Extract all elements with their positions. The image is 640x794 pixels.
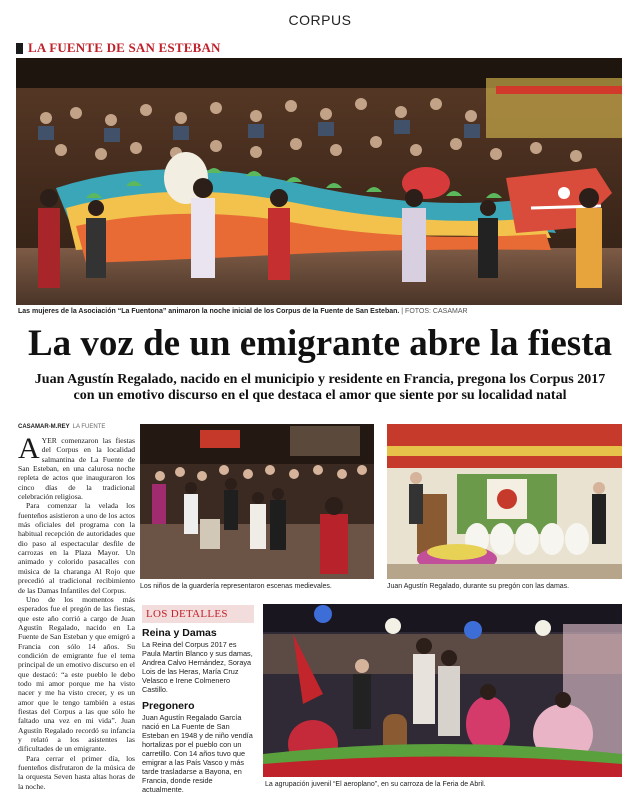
- body-paragraph-1-text: YER comenzaron las fiestas del Corpus en la localidad salmantina de La Fuente de San Esteban, en una calurosa noche repleta de actos que inauguraron los cinco días de la tradicional celebración religiosa.: [18, 436, 135, 502]
- carroza-photo: [263, 604, 622, 777]
- main-photo-caption: [18, 307, 618, 316]
- kicker-square-icon: [16, 43, 23, 54]
- main-photo: [16, 58, 622, 305]
- main-photo-caption-text: Las mujeres de la Asociación “La Fuentona” animaron la noche inicial de los Corpus de la Fuente de San Esteban.: [18, 308, 400, 315]
- byline: [18, 424, 105, 430]
- article-body: [18, 432, 135, 791]
- detalles-item-title: Pregonero: [142, 700, 195, 712]
- byline-author: CASAMAR-M.REY: [18, 424, 70, 430]
- pregon-photo-caption: Juan Agustín Regalado, durante su pregón con las damas.: [387, 583, 570, 590]
- detalles-header: LOS DETALLES: [142, 605, 254, 623]
- subhead: Juan Agustín Regalado, nacido en el municipio y residente en Francia, pregona los Corpus 2017 con un emotivo discurso en el que destaca el amor que siente por su localidad natal: [34, 372, 606, 403]
- main-photo-credit: | FOTOS: CASAMAR: [401, 308, 468, 315]
- section-tag: CORPUS: [288, 12, 352, 28]
- byline-place: LA FUENTE: [72, 424, 106, 430]
- body-paragraph-3: Uno de los momentos más esperados fue el pregón de las fiestas, que este año corrió a cargo de Juan Agustín Regalado, nacido en La Fuente de San Esteban y que emigró a Francia con sólo 14 años. Su condición de emigrante fue el tema principal de un emotivo discurso en el que destacó: “a este pueblo le debo todo mi amor porque me ha visto nacer y me ha visto crecer, y es un amor que le tengo también a estas fiestas del Corpus a las que sólo he faltado una vez en mi vida”. Juan Agustín Regalado recordó su infancia y relató a los asistentes las dificultades de un emigrante.: [18, 594, 135, 754]
- body-paragraph-2: Para comenzar la velada los fuenteños asistieron a uno de los actos más oficiales del programa con la habitual recepción de autoridades que dio paso al espectacular desfile de carrozas en la Plaza Mayor. Un animado y colorido pasacalles con música de la charanga Al Rojo que precedió al tradicional recibimiento de las Damas Infantiles del Corpus.: [18, 501, 135, 595]
- body-paragraph-1: [18, 432, 135, 502]
- children-photo-caption: Los niños de la guardería representaron escenas medievales.: [140, 583, 332, 590]
- body-paragraph-4: Para cerrar el primer día, los fuenteños disfrutaron de la música de la orquesta Seven hasta altas horas de la noche.: [18, 753, 135, 791]
- detalles-box: [142, 605, 254, 794]
- kicker-text: LA FUENTE DE SAN ESTEBAN: [28, 40, 221, 55]
- headline: La voz de un emigrante abre la fiesta: [27, 323, 613, 364]
- pregon-photo: [387, 424, 622, 579]
- kicker: [16, 40, 221, 56]
- carroza-photo-caption: La agrupación juvenil “El aeroplano”, en su carroza de la Feria de Abril.: [265, 781, 486, 788]
- dropcap: A: [18, 432, 40, 465]
- detalles-item-text: La Reina del Corpus 2017 es Paula Martín Blanco y sus damas, Andrea Calvo Hernández, Soraya Lois de las Heras, María Cruz Velasco e Irene Colmenero Castillo.: [142, 640, 253, 694]
- detalles-item-text: Juan Agustín Regalado García nació en La Fuente de San Esteban en 1948 y de niño vendía hortalizas por el pueblo con un carretillo. Con 14 años tuvo que emigrar a las País Vasco y más tarde trasladarse a Bayona, en Francia, donde reside actualmente.: [142, 713, 253, 794]
- detalles-item-title: Reina y Damas: [142, 627, 217, 639]
- children-photo: [140, 424, 374, 579]
